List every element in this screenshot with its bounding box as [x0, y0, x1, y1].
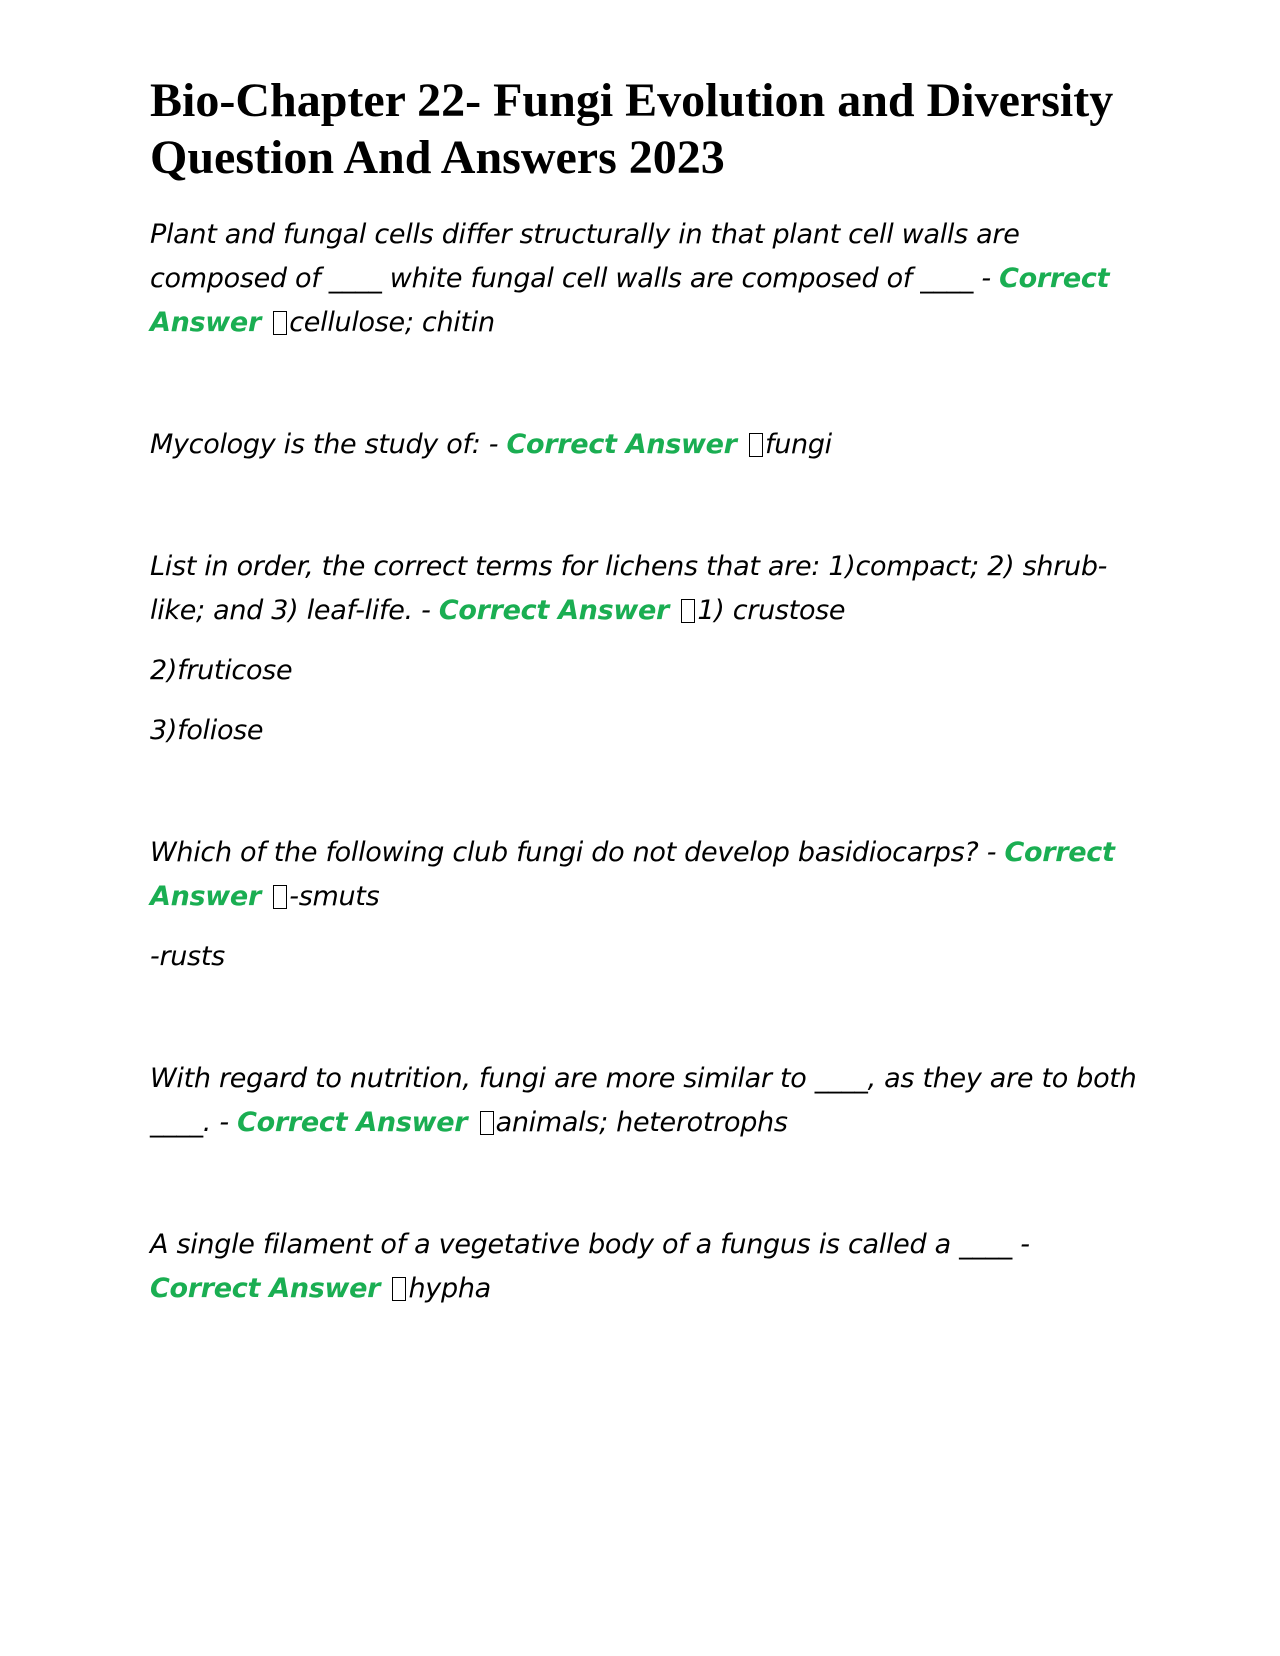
correct-answer-label: Correct Answer: [237, 1107, 468, 1138]
qa-item: [150, 1223, 1140, 1311]
missing-glyph-box-icon: [273, 885, 287, 909]
correct-answer-label: Correct Answer: [150, 1273, 381, 1304]
answer-text: animals; heterotrophs: [495, 1107, 788, 1138]
answer-continuation-line: 2)fruticose: [150, 655, 293, 686]
answer-text: 1) crustose: [697, 595, 846, 626]
correct-answer-label: Correct Answer: [438, 595, 670, 626]
document-page: [150, 72, 1140, 1389]
qa-question-line: [150, 423, 1140, 467]
answer-text: hypha: [408, 1273, 491, 1304]
correct-answer-label: Correct Answer: [150, 263, 1110, 338]
question-text: Mycology is the study of: -: [150, 429, 499, 460]
question-text: A single filament of a vegetative body of a fungus is called a ____ -: [150, 1229, 1030, 1260]
question-text: List in order, the correct terms for lichens that are: 1)compact; 2) shrub-like; and 3) leaf-life. -: [150, 551, 1108, 626]
qa-item: [150, 545, 1140, 753]
answer-text: -smuts: [289, 881, 380, 912]
answer-text: fungi: [765, 429, 832, 460]
missing-glyph-box-icon: [392, 1277, 406, 1301]
missing-glyph-box-icon: [749, 433, 763, 457]
qa-item: [150, 1057, 1140, 1145]
document-title: Bio-Chapter 22- Fungi Evolution and Diversity Question And Answers 2023: [150, 74, 1114, 184]
qa-question-line: [150, 545, 1140, 633]
qa-list: [150, 213, 1140, 1311]
qa-question-line: [150, 1057, 1140, 1145]
qa-item: [150, 213, 1140, 345]
answer-text: cellulose; chitin: [289, 307, 495, 338]
missing-glyph-box-icon: [681, 599, 695, 623]
question-text: With regard to nutrition, fungi are more similar to ____, as they are to both ____. -: [150, 1063, 1137, 1138]
qa-item: [150, 423, 1140, 467]
question-text: Plant and fungal cells differ structurally in that plant cell walls are composed of ____ white fungal cell walls are composed of ____ -: [150, 219, 1020, 294]
correct-answer-label: Correct Answer: [506, 429, 737, 460]
answer-continuation-line: -rusts: [150, 941, 225, 972]
correct-answer-label: Correct Answer: [150, 837, 1115, 912]
missing-glyph-box-icon: [273, 311, 287, 335]
qa-question-line: [150, 1223, 1140, 1311]
question-text: Which of the following club fungi do not develop basidiocarps? -: [150, 837, 997, 868]
answer-continuation-line: 3)foliose: [150, 715, 264, 746]
qa-question-line: [150, 831, 1140, 919]
missing-glyph-box-icon: [480, 1111, 494, 1135]
qa-item: [150, 831, 1140, 979]
qa-question-line: [150, 213, 1140, 345]
